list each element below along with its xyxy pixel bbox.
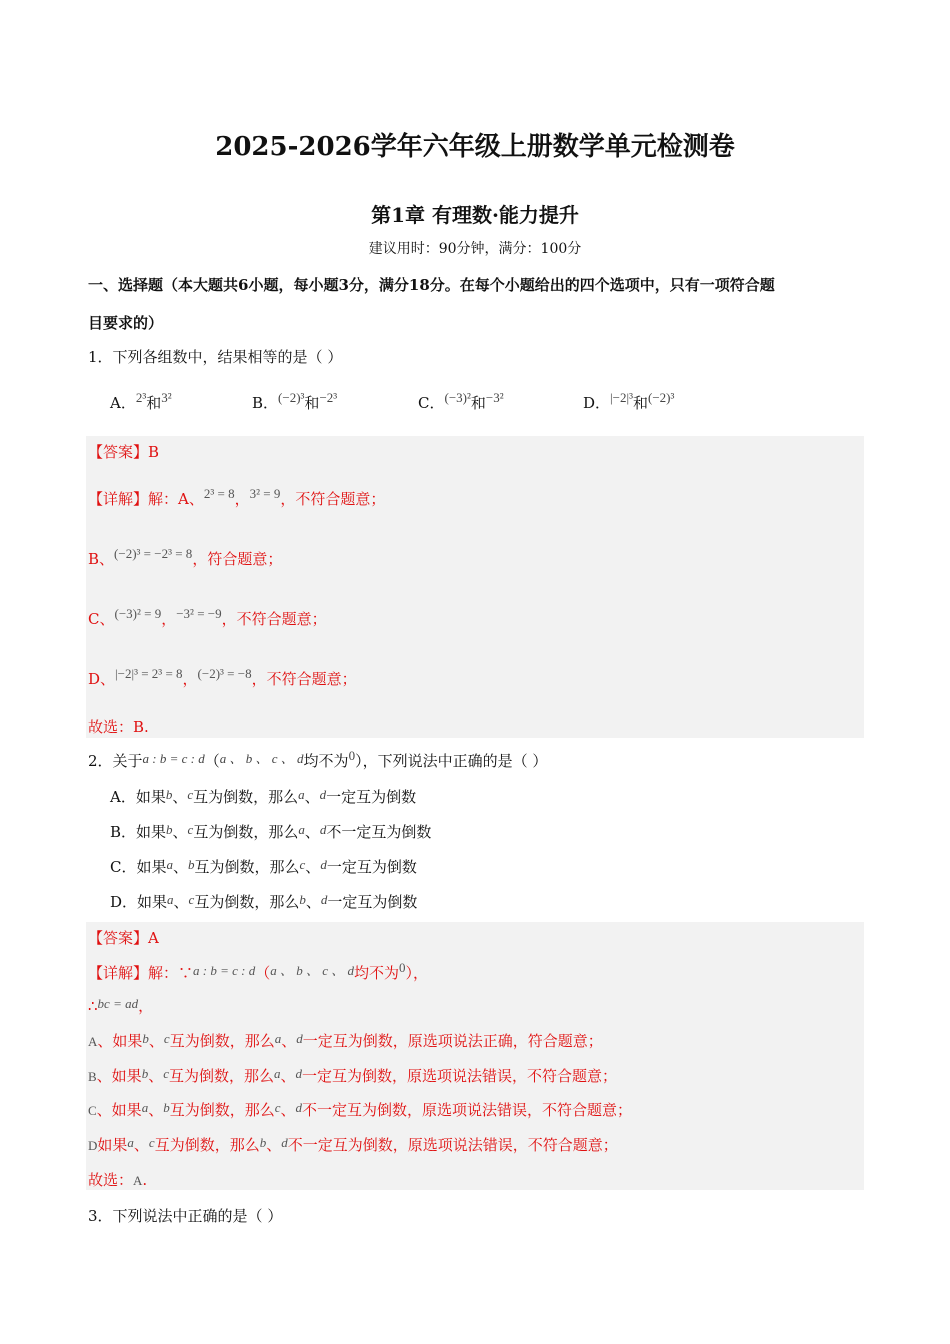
q2-stem: 2．关于a : b = c : d（a 、 b 、 c 、 d均不为0），下列说法中正确的是（ ） xyxy=(88,748,548,770)
q1-option-c: C．(−3)²和−3² xyxy=(418,390,504,412)
q1-detail-line3: C、(−3)² = 9，−3² = −9，不符合题意； xyxy=(88,606,327,628)
q1-option-c-expr2: −3² xyxy=(485,390,504,405)
q1-option-d-expr1: |−2|³ xyxy=(610,390,633,405)
q2-option-d: D．如果a、c互为倒数，那么b、d一定互为倒数 xyxy=(110,892,418,911)
q1-option-d: D．|−2|³和(−2)³ xyxy=(583,390,675,412)
q2-answer: 【答案】A xyxy=(88,929,159,947)
q1-detail-line4: D、|−2|³ = 2³ = 8，(−2)³ = −8，不符合题意； xyxy=(88,666,357,688)
q1-option-b-expr2: −2³ xyxy=(319,390,338,405)
chapter-title: 第1章 有理数·能力提升 xyxy=(371,203,579,227)
q3-stem: 3．下列说法中正确的是（ ） xyxy=(88,1207,283,1225)
section-heading-line1: 一、选择题（本大题共6小题，每小题3分，满分18分。在每个小题给出的四个选项中，只有一项符合题 xyxy=(88,276,775,294)
q2-detail-option-a: A、如果b、c互为倒数，那么a、d一定互为倒数，原选项说法正确，符合题意； xyxy=(88,1031,603,1050)
q1-option-d-expr2: (−2)³ xyxy=(647,390,675,405)
q2-option-b: B．如果b、c互为倒数，那么a、d不一定互为倒数 xyxy=(110,822,432,841)
q1-detail-line2: B、(−2)³ = −2³ = 8，符合题意； xyxy=(88,546,283,568)
timing-note: 建议用时：90分钟，满分：100分 xyxy=(368,241,582,257)
q1-option-b: B．(−2)³和−2³ xyxy=(252,390,338,412)
q1-conclusion: 故选：B. xyxy=(88,718,149,736)
page-title: 2025-2026学年六年级上册数学单元检测卷 xyxy=(215,132,735,162)
q1-stem: 1．下列各组数中，结果相等的是（ ） xyxy=(88,348,343,366)
q1-option-a-expr1: 2³ xyxy=(135,390,147,405)
q2-detail-option-b: B、如果b、c互为倒数，那么a、d一定互为倒数，原选项说法错误，不符合题意； xyxy=(88,1066,618,1085)
section-heading-line2: 目要求的） xyxy=(88,314,164,332)
q1-option-b-expr1: (−2)³ xyxy=(278,390,305,405)
q2-detail-option-d: D如果a、c互为倒数，那么b、d不一定互为倒数，原选项说法错误，不符合题意； xyxy=(88,1135,618,1154)
q1-answer-box xyxy=(86,436,864,738)
q1-answer: 【答案】B xyxy=(88,443,160,461)
q1-option-a: A．2³和3² xyxy=(110,390,172,412)
q2-option-c: C．如果a、b互为倒数，那么c、d一定互为倒数 xyxy=(110,857,417,876)
q2-detail-line1: 【详解】解：∵a : b = c : d（a 、 b 、 c 、 d均不为0）， xyxy=(88,960,429,982)
q2-detail-line2: ∴bc = ad， xyxy=(88,996,154,1015)
q2-conclusion: 故选：A. xyxy=(88,1171,148,1189)
q2-detail-option-c: C、如果a、b互为倒数，那么c、d不一定互为倒数，原选项说法错误，不符合题意； xyxy=(88,1100,633,1119)
q1-option-a-expr2: 3² xyxy=(161,390,172,405)
q2-option-a: A．如果b、c互为倒数，那么a、d一定互为倒数 xyxy=(110,787,417,806)
q1-detail-line1: 【详解】解：A、2³ = 8，3² = 9，不符合题意； xyxy=(88,486,386,508)
q1-option-c-expr1: (−3)² xyxy=(444,390,471,405)
